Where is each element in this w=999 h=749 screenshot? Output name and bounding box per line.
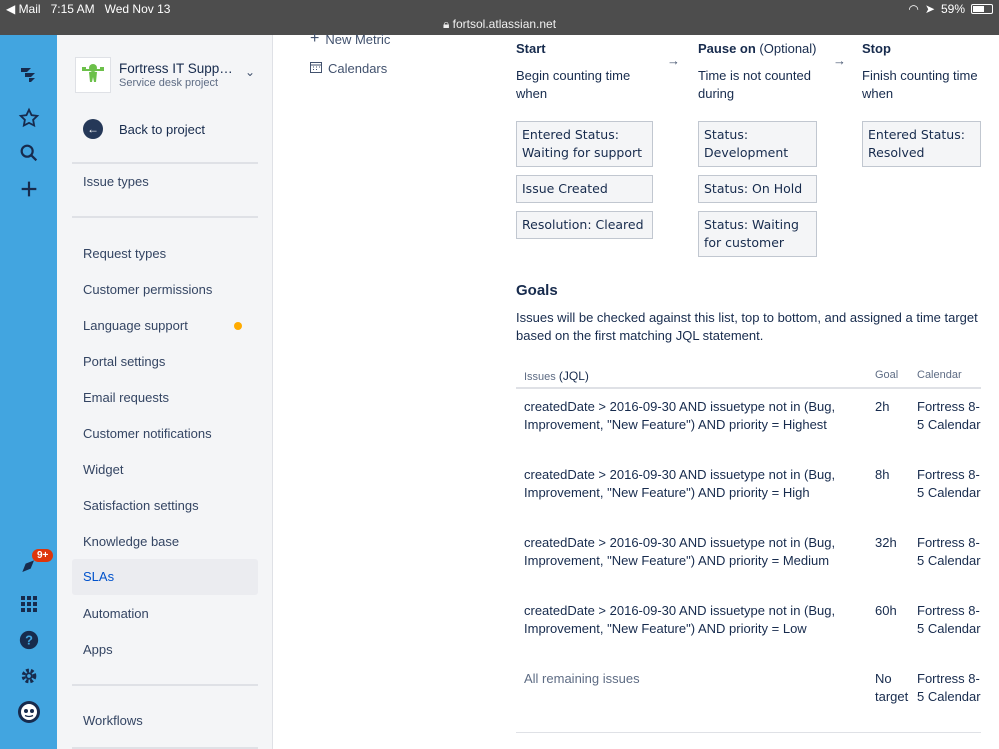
arrow-right-icon: → [667, 53, 680, 68]
stop-condition: Entered Status: Resolved [862, 121, 981, 167]
battery-icon [971, 4, 993, 14]
goal-cell: 32h [875, 535, 897, 550]
back-to-mail-link[interactable]: ◀ Mail [6, 2, 41, 16]
sidebar-item-knowledge-base[interactable]: Knowledge base [83, 534, 180, 549]
goal-cell: 60h [875, 603, 897, 618]
ios-status-bar [0, 0, 999, 35]
calendar-icon [310, 61, 322, 76]
sidebar-item-label: Language support [83, 318, 188, 333]
pause-condition: Status: On Hold [698, 175, 817, 203]
global-navigation [0, 35, 57, 749]
goals-table-header [516, 365, 981, 389]
sidebar-item-language-support[interactable] [72, 308, 258, 344]
pause-description: Time is not counted during [698, 68, 811, 101]
table-row [516, 525, 981, 593]
sidebar-item-slas[interactable]: SLAs [72, 559, 258, 595]
sidebar-item-satisfaction-settings[interactable]: Satisfaction settings [83, 498, 199, 513]
calendar-cell: Fortress 8-5 Calendar [917, 467, 981, 500]
arrow-left-icon: ← [83, 119, 103, 139]
table-bottom-border [516, 732, 981, 733]
table-row [516, 593, 981, 661]
jql-cell: createdDate > 2016-09-30 AND issuetype not in (Bug, Improvement, "New Feature") AND priority = Medium [524, 535, 836, 568]
table-row [516, 457, 981, 525]
goals-description: Issues will be checked against this list, top to bottom, and assigned a time target based on the first matching JQL statement. [516, 310, 978, 343]
jql-cell: createdDate > 2016-09-30 AND issuetype not in (Bug, Improvement, "New Feature") AND priority = High [524, 467, 836, 500]
jira-logo-icon[interactable] [14, 59, 44, 89]
pause-condition: Status: Waiting for customer [698, 211, 817, 257]
url-text: fortsol.atlassian.net [452, 17, 557, 31]
stop-description: Finish counting time when [862, 68, 978, 101]
project-type: Service desk project [119, 77, 219, 89]
back-to-project-label: Back to project [119, 121, 205, 137]
status-date: Wed Nov 13 [104, 2, 171, 16]
location-icon: ➤ [924, 2, 935, 16]
project-name: Fortress IT Supp… [119, 61, 233, 76]
pause-title: Pause on [698, 41, 756, 56]
sidebar-item-email-requests[interactable]: Email requests [83, 390, 169, 405]
lock-icon: 🔒︎ [442, 17, 450, 31]
goal-column-header: Goal [875, 369, 899, 381]
calendar-cell: Fortress 8-5 Calendar [917, 535, 981, 568]
start-description: Begin counting time when [516, 68, 631, 101]
issues-header-label: Issues [524, 371, 556, 383]
sidebar-item-request-types[interactable]: Request types [83, 246, 167, 261]
chevron-down-icon: ⌄ [244, 65, 255, 79]
pause-optional: (Optional) [759, 41, 817, 56]
table-row [516, 389, 981, 457]
table-row [516, 661, 981, 729]
project-avatar [75, 57, 111, 93]
start-condition: Entered Status: Waiting for support [516, 121, 653, 167]
status-time: 7:15 AM [50, 2, 95, 16]
pause-condition: Status: Development [698, 121, 817, 167]
start-heading: Start [516, 41, 546, 56]
stop-heading: Stop [862, 41, 891, 56]
sidebar-item-apps[interactable]: Apps [83, 642, 113, 657]
calendar-column-header: Calendar [917, 369, 962, 381]
status-dot-indicator [234, 322, 242, 330]
create-plus-icon[interactable] [14, 174, 44, 204]
new-metric-label: New Metric [325, 31, 391, 47]
notification-badge: 9+ [32, 549, 53, 562]
app-switcher-icon[interactable] [14, 589, 44, 619]
sidebar-item-portal-settings[interactable]: Portal settings [83, 354, 166, 369]
sidebar-divider [72, 216, 258, 218]
calendar-cell: Fortress 8-5 Calendar [917, 603, 981, 636]
goal-cell: 8h [875, 467, 890, 482]
jql-cell: createdDate > 2016-09-30 AND issuetype not in (Bug, Improvement, "New Feature") AND priority = Highest [524, 399, 836, 432]
address-bar[interactable] [0, 17, 999, 32]
star-icon[interactable] [14, 103, 44, 133]
calendars-link[interactable] [310, 59, 390, 77]
sidebar-item-issue-types[interactable]: Issue types [83, 174, 149, 189]
wifi-icon: ◠ [908, 2, 919, 16]
sidebar-item-automation[interactable]: Automation [83, 606, 149, 621]
battery-percent: 59% [940, 2, 965, 16]
goal-cell: No target [875, 671, 909, 704]
project-switcher[interactable] [75, 57, 265, 97]
calendar-cell: Fortress 8-5 Calendar [917, 399, 981, 432]
goals-table [516, 365, 981, 729]
search-icon[interactable] [14, 138, 44, 168]
jql-cell: All remaining issues [524, 671, 640, 686]
start-condition: Resolution: Cleared [516, 211, 653, 239]
user-avatar-icon[interactable] [14, 697, 44, 727]
jql-header-label: (JQL) [558, 369, 589, 383]
calendar-cell: Fortress 8-5 Calendar [917, 671, 981, 704]
project-sidebar [57, 35, 273, 749]
settings-gear-icon[interactable] [14, 661, 44, 691]
pause-heading [698, 41, 817, 56]
sidebar-item-customer-notifications[interactable]: Customer notifications [83, 426, 212, 441]
sidebar-divider [72, 684, 258, 686]
new-metric-link[interactable] [310, 30, 390, 48]
sidebar-item-widget[interactable]: Widget [83, 462, 124, 477]
calendars-label: Calendars [328, 60, 388, 76]
issues-column-header [524, 369, 589, 383]
svg-text:?: ? [25, 632, 33, 648]
help-icon[interactable] [14, 625, 44, 655]
metric-links [310, 30, 390, 77]
sidebar-item-workflows[interactable]: Workflows [83, 713, 143, 728]
plus-icon: + [310, 30, 320, 47]
goal-cell: 2h [875, 399, 890, 414]
back-to-project-link[interactable] [83, 119, 205, 139]
jql-cell: createdDate > 2016-09-30 AND issuetype not in (Bug, Improvement, "New Feature") AND priority = Low [524, 603, 836, 636]
sidebar-item-customer-permissions[interactable]: Customer permissions [83, 282, 213, 297]
arrow-right-icon: → [833, 53, 846, 68]
goals-heading: Goals [516, 282, 558, 299]
start-condition: Issue Created [516, 175, 653, 203]
